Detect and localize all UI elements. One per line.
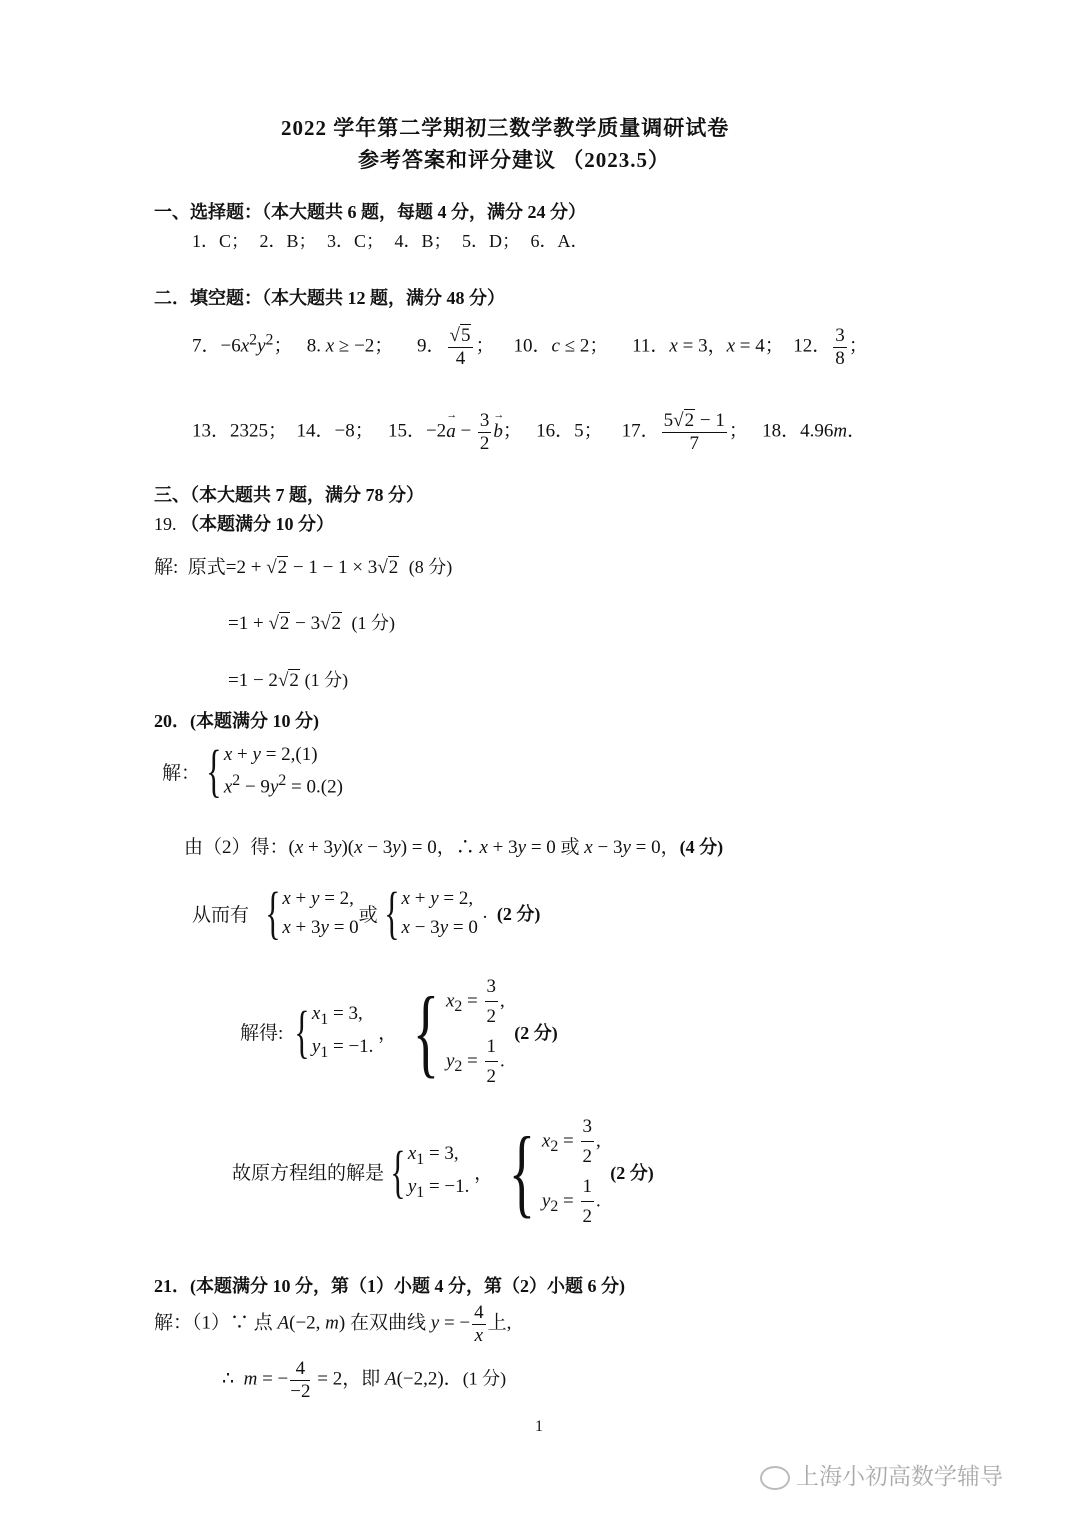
q19-line1: 解: 原式=2 + √2 − 1 − 1 × 3√2 (8 分) [154,557,453,578]
fill-answers-row2: 13．2325； 14．−8； 15．−2→ a − $\frac{3}{2}$ → b； 16．5； 17． $\frac{5√2 - 1}{7}$ ； 18．4.96m． [192,410,866,455]
title-line2: 参考答案和评分建议 （2023.5） [358,148,670,172]
title-line1: 2022 学年第二学期初三数学教学质量调研试卷 [281,116,730,140]
q19-line3: =1 − 2√2 (1 分) [228,670,349,691]
q20-system: 解： { x + y = 2,(1) $x^2 - 9y^2 = 0.(2)$ [162,738,343,804]
q19-heading: 19. （本题满分 10 分） [154,514,334,534]
section2-heading: 二．填空题：（本大题共 12 题，满分 48 分） [154,288,505,308]
q20-step1: 由（2）得：(x + 3y)(x − 3y) = 0，∴ x + 3y = 0 或 x − 3y = 0，(4 分) [184,837,724,858]
watermark: 上海小初高数学辅导 [760,1458,1003,1491]
q19-line2: =1 + √2 − 3√2 (1 分) [228,613,396,634]
q21-part1-line2: ∴ m = − $\frac{4}{-2}$ = 2，即 A(−2,2)．(1 分) [222,1358,507,1402]
q20-heading: 20．(本题满分 10 分) [154,711,319,731]
q20-step3: 解得: { $x_1 = 3$, $y_1 = -1$. ， { $x_2$ = $\frac{3}{2}$ , $y_2$ = $\frac{1}{2}$ . (2 分) [240,972,558,1092]
section1-answers: 1．C； 2．B； 3．C； 4．B； 5．D； 6．A． [192,231,589,251]
q21-heading: 21．(本题满分 10 分，第（1）小题 4 分，第（2）小题 6 分) [154,1276,625,1296]
page-number: 1 [535,1418,543,1435]
wechat-icon [760,1466,790,1490]
q21-part1-line1: 解：（1）∵ 点 A(−2, m) 在双曲线 y = − $\frac{4}{x}$ 上, [154,1302,512,1346]
fill-answers-row1: 7．$-6x^2y^2$； 8. x ≥ −2； 9． $\frac{√5}{4}$ ； 10．c ≤ 2； 11．x = 3，x = 4； 12． $\frac{3}{8}$ ； [192,325,868,369]
q20-step4: 故原方程组的解是 { $x_1 = 3$, $y_1 = -1$. ， { $x_2$ = $\frac{3}{2}$ , $y_2$ = $\frac{1}{2}$ . (2 分) [232,1112,654,1232]
section3-heading: 三、（本大题共 7 题，满分 78 分） [154,485,424,505]
q20-step2: 从而有 { x + y = 2, x + 3y = 0 或 { x + y = 2, x − 3y = 0 . (2 分) [192,880,541,946]
section1-heading: 一、选择题：（本大题共 6 题，每题 4 分，满分 24 分） [154,202,586,222]
